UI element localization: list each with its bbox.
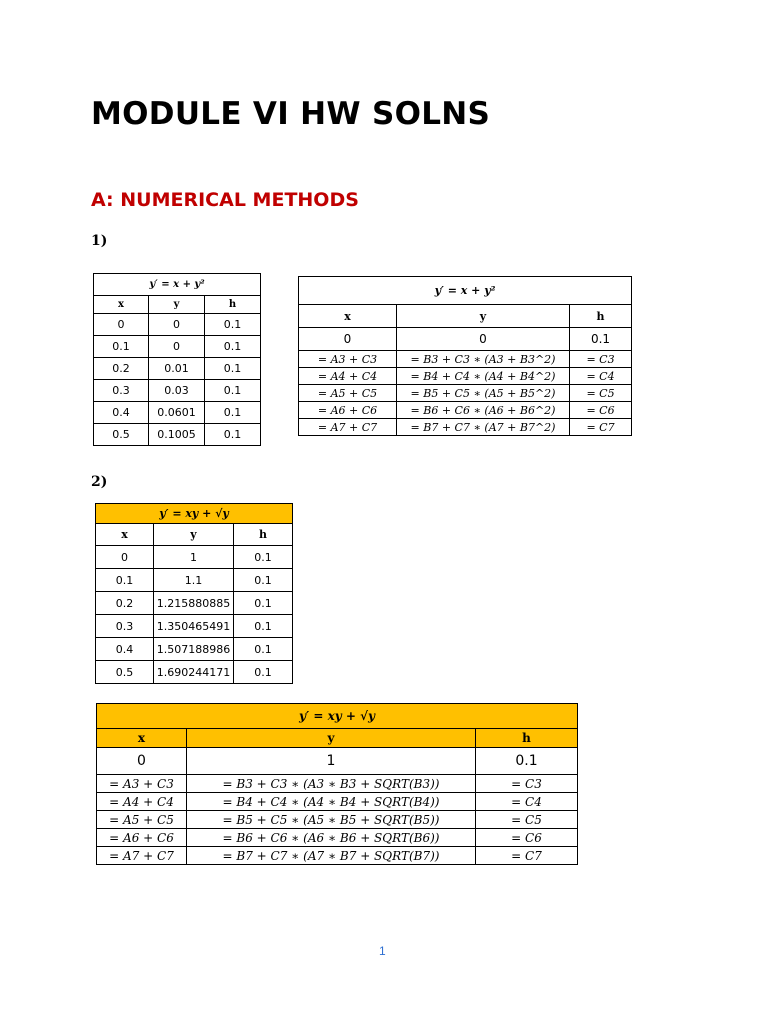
cell: = A7 + C7 [97,847,187,865]
cell: 0.3 [96,615,154,638]
column-header-h: h [570,305,632,328]
column-header-x: x [96,524,154,546]
cell: 0.5 [94,424,149,446]
table-row [299,351,632,368]
table-row [94,358,261,380]
cell: 0 [397,328,570,351]
cell: 0.1 [234,592,293,615]
cell: = B5 + C5 ∗ (A5 ∗ B5 + SQRT(B5)) [187,811,476,829]
column-header-y: y [187,729,476,748]
table-title: y′ = xy + √y [97,704,578,729]
column-header-y: y [397,305,570,328]
column-header-x: x [97,729,187,748]
column-header-h: h [234,524,293,546]
cell: = C6 [476,829,578,847]
cell: 0.1 [205,380,261,402]
column-header-h: h [205,296,261,314]
table-row [94,314,261,336]
table-row [299,419,632,436]
cell: 0.5 [96,661,154,684]
cell: 0.4 [94,402,149,424]
cell: = B6 + C6 ∗ (A6 + B6^2) [397,402,570,419]
question-1-label: 1) [91,233,108,249]
cell: = B4 + C4 ∗ (A4 + B4^2) [397,368,570,385]
column-header-x: x [94,296,149,314]
cell: = A5 + C5 [299,385,397,402]
cell: 0.2 [96,592,154,615]
cell: 1 [154,546,234,569]
q1-formula-table [298,276,632,436]
cell: = C5 [570,385,632,402]
cell: 0.1 [234,638,293,661]
cell: = A3 + C3 [299,351,397,368]
cell: 0 [149,314,205,336]
q2-formula-table [96,703,578,865]
cell: 0 [97,748,187,775]
cell: 0 [149,336,205,358]
cell: = A4 + C4 [299,368,397,385]
cell: 0 [96,546,154,569]
table-row [97,811,578,829]
table-title: y′ = x + y² [299,277,632,305]
cell: 0.1 [94,336,149,358]
table-row [96,546,293,569]
table-row [94,380,261,402]
cell: = C3 [570,351,632,368]
cell: = B6 + C6 ∗ (A6 ∗ B6 + SQRT(B6)) [187,829,476,847]
cell: = A6 + C6 [299,402,397,419]
question-2-label: 2) [91,474,108,490]
cell: = A5 + C5 [97,811,187,829]
cell: 0.2 [94,358,149,380]
cell: = B7 + C7 ∗ (A7 + B7^2) [397,419,570,436]
cell: 1 [187,748,476,775]
cell: 0 [94,314,149,336]
cell: = B4 + C4 ∗ (A4 ∗ B4 + SQRT(B4)) [187,793,476,811]
cell: = A7 + C7 [299,419,397,436]
cell: 0.1 [570,328,632,351]
cell: 0.3 [94,380,149,402]
cell: = B5 + C5 ∗ (A5 + B5^2) [397,385,570,402]
cell: 0.01 [149,358,205,380]
column-header-h: h [476,729,578,748]
cell: = C3 [476,775,578,793]
cell: = A4 + C4 [97,793,187,811]
table-title: y′ = xy + √y [96,504,293,524]
cell: = C4 [570,368,632,385]
table-row [299,385,632,402]
table-row [94,402,261,424]
cell: = B3 + C3 ∗ (A3 + B3^2) [397,351,570,368]
table-row [96,615,293,638]
cell: = A3 + C3 [97,775,187,793]
cell: = C7 [570,419,632,436]
cell: = B7 + C7 ∗ (A7 ∗ B7 + SQRT(B7)) [187,847,476,865]
cell: = C4 [476,793,578,811]
table-row [97,748,578,775]
table-title: y′ = x + y² [94,274,261,296]
cell: 0.1 [205,424,261,446]
section-heading: A: NUMERICAL METHODS [91,189,359,211]
cell: 0.1 [234,661,293,684]
cell: 0.1 [234,569,293,592]
cell: 0.1005 [149,424,205,446]
q1-values-table [93,273,261,446]
cell: 1.350465491 [154,615,234,638]
cell: 0.1 [205,358,261,380]
cell: 0.4 [96,638,154,661]
table-row [299,368,632,385]
table-row [97,847,578,865]
cell: = A6 + C6 [97,829,187,847]
table-row [96,638,293,661]
cell: 1.507188986 [154,638,234,661]
table-row [299,402,632,419]
column-header-y: y [154,524,234,546]
cell: = C5 [476,811,578,829]
table-row [97,793,578,811]
table-row [96,592,293,615]
cell: 0 [299,328,397,351]
cell: 0.0601 [149,402,205,424]
cell: 0.1 [234,546,293,569]
cell: 0.1 [205,402,261,424]
q2-values-table [95,503,293,684]
column-header-y: y [149,296,205,314]
table-row [299,328,632,351]
table-row [96,569,293,592]
table-row [97,775,578,793]
table-row [94,336,261,358]
page-number: 1 [379,944,386,958]
cell: 0.1 [205,336,261,358]
cell: = C7 [476,847,578,865]
cell: 0.1 [234,615,293,638]
cell: 1.690244171 [154,661,234,684]
cell: 0.1 [96,569,154,592]
cell: 0.1 [205,314,261,336]
cell: 1.1 [154,569,234,592]
table-row [94,424,261,446]
table-row [97,829,578,847]
table-row [96,661,293,684]
page-title: MODULE VI HW SOLNS [91,96,491,132]
cell: 0.03 [149,380,205,402]
cell: = B3 + C3 ∗ (A3 ∗ B3 + SQRT(B3)) [187,775,476,793]
cell: 0.1 [476,748,578,775]
cell: 1.215880885 [154,592,234,615]
cell: = C6 [570,402,632,419]
column-header-x: x [299,305,397,328]
